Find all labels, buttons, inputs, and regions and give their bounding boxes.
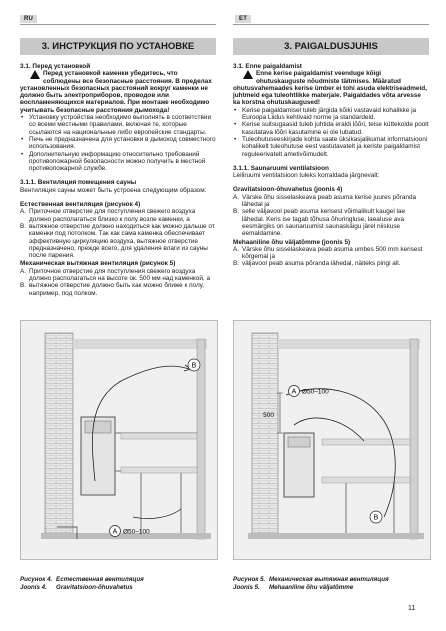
- warning-icon: [30, 70, 40, 79]
- column-ru: [20, 62, 216, 297]
- sauna-diagram-4: [21, 321, 217, 559]
- list-item: • Kerise paigaldamisel tuleb järgida kõiki vastavaid kohalikke ja Euroopa Liidus kehtivaid norme ja standardeid.: [233, 107, 429, 122]
- warning-icon: [243, 70, 253, 79]
- paragraph: Вентиляция сауны может быть устроена следующим образом:: [20, 186, 207, 194]
- section-header-et: 3. PAIGALDUSJUHIS: [233, 38, 429, 55]
- list-item: • Kerise suitsugaasid tuleb juhtida eraldi lõõri, teise küttekolde poolt kasutatava lõõri kasutamine ei ole lubatud.: [233, 121, 429, 136]
- page-number: 11: [408, 605, 416, 612]
- top-rule-right: [233, 24, 429, 25]
- column-et: [233, 62, 429, 268]
- warning-text: Enne kerise paigaldamist veenduge kõigi ohutuskauguste nõudmiste täitmises. Määratud ohutusvahemaades kerise ümber ei tohi asuda elektriseadmeid, juhtmeid ega tuleohtlikke materjale. Paigaldades võta arvesse ka korstna ohutuskaugused!: [233, 70, 427, 107]
- dimension-label: Ø50–100: [302, 388, 329, 396]
- language-tag-et: ET: [235, 15, 251, 23]
- subsection-heading: 3.1. Enne paigaldamist: [233, 63, 302, 70]
- label-a: A: [112, 528, 118, 536]
- sauna-diagram-5: [234, 321, 430, 559]
- subsection-heading: 3.1.1. Вентиляция помещения сауны: [20, 179, 137, 187]
- list-item: B. вытяжное отверстие должно находиться как можно дальше от каменки под потолком. Так как сама каменка обеспечивает эффективную циркуляцию воздуха, вытяжное отверстие предназначено, прежде всего, для удаления влаги из сауны после парения.: [20, 222, 215, 260]
- list-item: A. Värske õhu sisselaskeava peab asuma umbes 500 mm kerisest kõrgemal ja: [233, 245, 423, 261]
- dimension-label: Ø50–100: [123, 528, 150, 536]
- paragraph: Leiliruumi ventilatsioon tuleks korraldada järgnevalt:: [233, 172, 380, 180]
- list-item: B. väljavool peab asuma põranda lähedal, näiteks pingi all.: [233, 260, 401, 268]
- list-item: A. Värske õhu sisselaskeava peab asuma kerise juures põranda lähedal ja: [233, 193, 417, 209]
- subheading: Механическая вытяжная вентиляция (рисунок 5): [20, 260, 176, 268]
- list-item: • Tuleohutuseeskirjade kohta saate üksikasjalikumat informatsiooni kohalikelt tuleohutuse eest vastutavatelt ja keriste paigaldamist reguleerivatelt ametivõimudelt.: [233, 136, 429, 158]
- height-label: 500: [263, 412, 274, 419]
- caption-figure-4: Рисунок 4. Естественная вентиляция Joonis 4. Gravitatsioon-õhuvahetus: [20, 576, 144, 591]
- list-item: • Дополнительную информацию относительно требований противопожарной безопасности можно получить в местной противопожарной службе.: [20, 151, 216, 173]
- list-item: A. Приточное отверстие для поступления свежего воздуха должно располагаться на высоте ок. 500 мм над каменкой, а: [20, 267, 211, 283]
- list-item: • Установку устройства необходимо выполнять в соответствии со всеми местными правилами, включая те, которые ссылаются на национальные либо европейские стандарты.: [20, 114, 216, 136]
- subheading: Gravitatsioon-õhuvahetus (joonis 4): [233, 186, 343, 194]
- list-item: • Печь не предназначена для установки в дымоход совместного использования.: [20, 136, 216, 151]
- top-rule-left: [20, 24, 216, 25]
- list-item: B. selle väljavool peab asuma kerisest võimalikult kaugel lae lähedal. Keris ise tagab tõhusa õhuringluse, laeaIuse ava eesmärgiks on saunaruumist saunaskäigu järel niiskuse eemaldamine.: [233, 208, 406, 238]
- subheading: Естественная вентиляция (рисунок 4): [20, 201, 141, 209]
- label-b: B: [373, 514, 379, 522]
- list-item: B. вытяжное отверстие должно быть как можно ближе к полу, например, под полком.: [20, 282, 205, 297]
- subsection-heading: 3.1.1. Saunaruumi ventilatsioon: [233, 164, 329, 172]
- language-tag-ru: RU: [20, 15, 37, 23]
- warning-text: Перед установкой каменки убедитесь, что соблюдены все безопасные расстояния. В пределах установленных безопасных расстояний вокруг каменки не должно быть электроприборов, проводов или воспламеняющихся материалов. При монтаже необходимо учитывать безопасные расстояния дымохода!: [20, 70, 212, 114]
- label-b: B: [191, 362, 197, 370]
- list-item: A. Приточное отверстие для поступления свежего воздуха должно располагаться близко к полу возле каменки, а: [20, 208, 196, 223]
- caption-figure-5: Рисунок 5. Механическая вытяжная вентиляция Joonis 5. Mehaaniline õhu väljatõmme: [233, 576, 389, 591]
- subheading: Mehaaniline õhu väljatõmme (joonis 5): [233, 238, 351, 246]
- figure-mechanical-ventilation: [233, 320, 431, 560]
- subsection-heading: 3.1. Перед установкой: [20, 63, 91, 70]
- section-header-ru: 3. ИНСТРУКЦИЯ ПО УСТАНОВКЕ: [20, 38, 216, 55]
- label-a: A: [291, 388, 297, 396]
- figure-natural-ventilation: [20, 320, 218, 560]
